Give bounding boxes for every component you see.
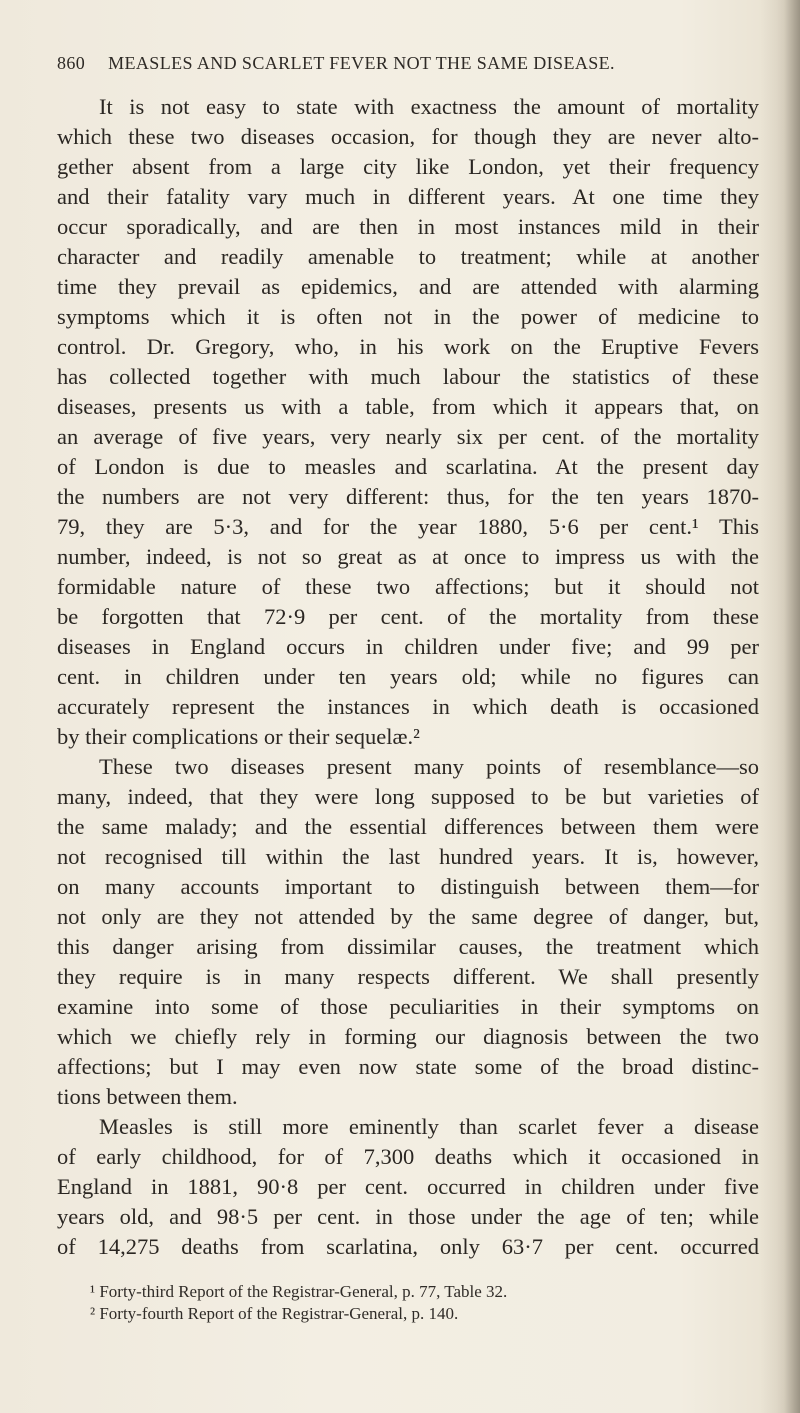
- text-line: affections; but I may even now state some of the broad distinc-: [57, 1054, 759, 1079]
- text-line: tions between them.: [57, 1084, 238, 1109]
- text-line: control. Dr. Gregory, who, in his work on the Eruptive Fevers: [57, 334, 759, 359]
- text-line: many, indeed, that they were long supposed to be but varieties of: [57, 784, 759, 809]
- page-number: 860: [57, 53, 86, 73]
- text-line: symptoms which it is often not in the power of medicine to: [57, 304, 759, 329]
- text-line: the same malady; and the essential differences between them were: [57, 814, 759, 839]
- text-line: has collected together with much labour the statistics of these: [57, 364, 759, 389]
- text-line: number, indeed, is not so great as at once to impress us with the: [57, 544, 759, 569]
- running-title: MEASLES AND SCARLET FEVER NOT THE SAME DISEASE.: [108, 53, 615, 73]
- text-line: and their fatality vary much in different years. At one time they: [57, 184, 759, 209]
- text-line: These two diseases present many points of resemblance—so: [99, 754, 759, 779]
- text-line: they require is in many respects different. We shall presently: [57, 964, 759, 989]
- text-line: on many accounts important to distinguish between them—for: [57, 874, 759, 899]
- text-line: be forgotten that 72·9 per cent. of the mortality from these: [57, 604, 759, 629]
- footnote: ¹ Forty-third Report of the Registrar-General, p. 77, Table 32.: [90, 1282, 508, 1301]
- text-line: which these two diseases occasion, for though they are never alto-: [57, 124, 759, 149]
- text-line: time they prevail as epidemics, and are attended with alarming: [57, 274, 759, 299]
- text-line: Measles is still more eminently than scarlet fever a disease: [99, 1114, 759, 1139]
- text-line: gether absent from a large city like London, yet their frequency: [57, 154, 759, 179]
- text-line: years old, and 98·5 per cent. in those under the age of ten; while: [57, 1204, 759, 1229]
- text-line: character and readily amenable to treatment; while at another: [57, 244, 759, 269]
- text-line: occur sporadically, and are then in most instances mild in their: [57, 214, 759, 239]
- text-line: of London is due to measles and scarlatina. At the present day: [57, 454, 759, 479]
- text-line: diseases, presents us with a table, from which it appears that, on: [57, 394, 759, 419]
- text-line: an average of five years, very nearly six per cent. of the mortality: [57, 424, 759, 449]
- text-line: which we chiefly rely in forming our diagnosis between the two: [57, 1024, 759, 1049]
- running-header: [57, 53, 757, 74]
- text-line: the numbers are not very different: thus, for the ten years 1870-: [57, 484, 759, 509]
- text-line: cent. in children under ten years old; while no figures can: [57, 664, 759, 689]
- text-line: by their complications or their sequelæ.²: [57, 724, 420, 749]
- text-line: England in 1881, 90·8 per cent. occurred in children under five: [57, 1174, 759, 1199]
- text-line: accurately represent the instances in which death is occasioned: [57, 694, 759, 719]
- text-line: of 14,275 deaths from scarlatina, only 63·7 per cent. occurred: [57, 1234, 759, 1259]
- text-line: not recognised till within the last hundred years. It is, however,: [57, 844, 759, 869]
- page-edge-shadow: [760, 0, 800, 1413]
- text-line: diseases in England occurs in children under five; and 99 per: [57, 634, 759, 659]
- text-line: formidable nature of these two affections; but it should not: [57, 574, 759, 599]
- text-line: not only are they not attended by the same degree of danger, but,: [57, 904, 759, 929]
- text-line: examine into some of those peculiarities in their symptoms on: [57, 994, 759, 1019]
- text-line: this danger arising from dissimilar causes, the treatment which: [57, 934, 759, 959]
- text-line: of early childhood, for of 7,300 deaths which it occasioned in: [57, 1144, 759, 1169]
- footnote: ² Forty-fourth Report of the Registrar-General, p. 140.: [90, 1304, 459, 1323]
- text-line: It is not easy to state with exactness the amount of mortality: [99, 94, 759, 119]
- text-line: 79, they are 5·3, and for the year 1880, 5·6 per cent.¹ This: [57, 514, 759, 539]
